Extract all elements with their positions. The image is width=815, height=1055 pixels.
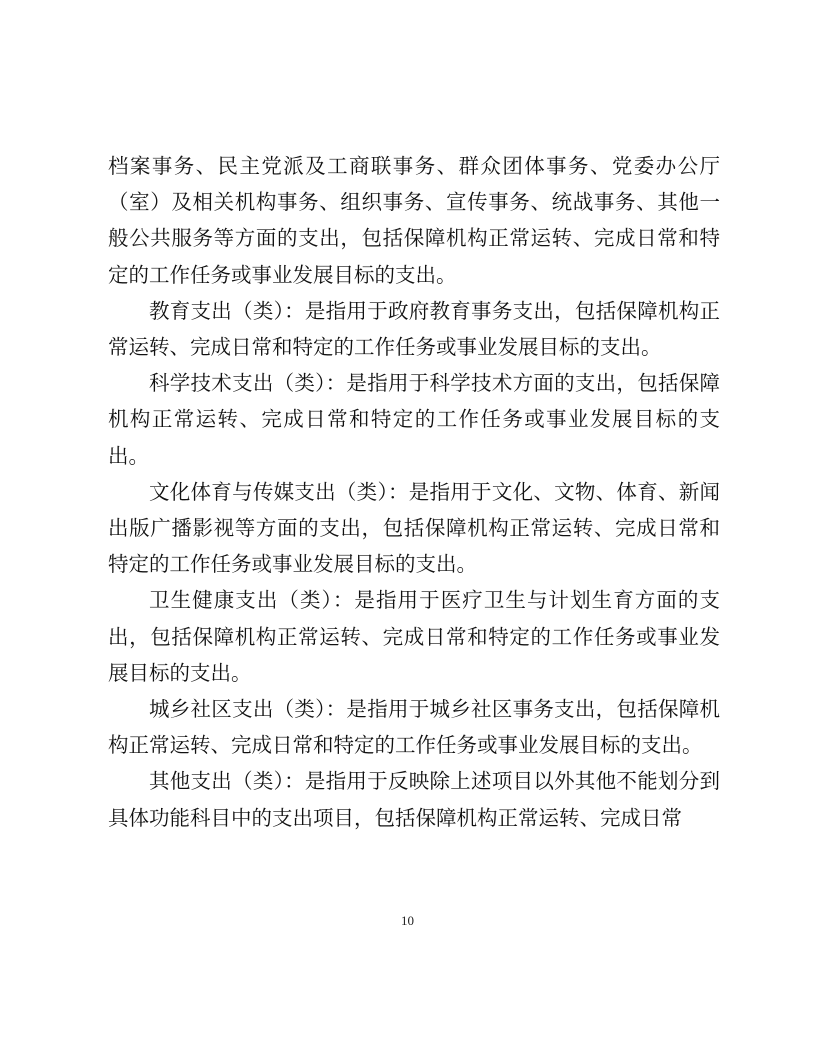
paragraph-culture-sports-media-expenditure: 文化体育与传媒支出（类）：是指用于文化、文物、体育、新闻出版广播影视等方面的支出，包括保障机构正常运转、完成日常和特定的工作任务或事业发展目标的支出。 (108, 479, 720, 577)
paragraph-continuation: 档案事务、民主党派及工商联事务、群众团体事务、党委办公厅（室）及相关机构事务、组织事务、宣传事务、统战事务、其他一般公共服务等方面的支出，包括保障机构正常运转、完成日常和特定的工作任务或事业发展目标的支出。 (108, 154, 720, 287)
paragraph-science-technology-expenditure: 科学技术支出（类）：是指用于科学技术方面的支出，包括保障机构正常运转、完成日常和特定的工作任务或事业发展目标的支出。 (108, 371, 720, 468)
paragraph-education-expenditure: 教育支出（类）：是指用于政府教育事务支出，包括保障机构正常运转、完成日常和特定的工作任务或事业发展目标的支出。 (108, 298, 720, 360)
paragraph-health-expenditure: 卫生健康支出（类）：是指用于医疗卫生与计划生育方面的支出，包括保障机构正常运转、完成日常和特定的工作任务或事业发展目标的支出。 (108, 588, 720, 685)
paragraph-other-expenditure: 其他支出（类）：是指用于反映除上述项目以外其他不能划分到具体功能科目中的支出项目，包括保障机构正常运转、完成日常 (108, 769, 720, 830)
paragraph-urban-rural-community-expenditure: 城乡社区支出（类）：是指用于城乡社区事务支出，包括保障机构正常运转、完成日常和特定的工作任务或事业发展目标的支出。 (108, 697, 720, 758)
page-number: 10 (401, 913, 414, 928)
body-text (108, 148, 720, 836)
